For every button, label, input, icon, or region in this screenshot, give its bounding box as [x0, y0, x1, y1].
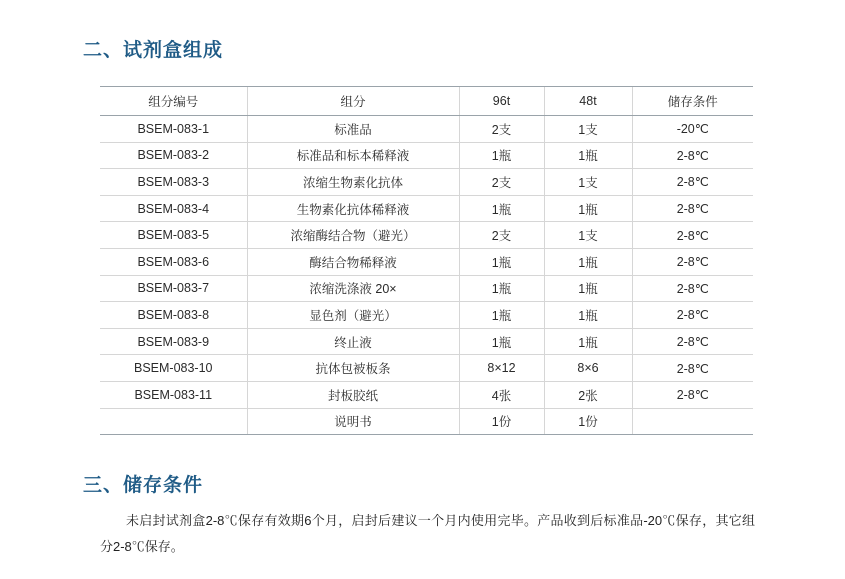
kit-composition-table-wrapper — [100, 86, 753, 435]
table-row — [100, 302, 753, 329]
kit-composition-table — [100, 86, 753, 435]
cell-component-id: BSEM-083-9 — [100, 328, 247, 355]
cell-component: 标准品 — [247, 116, 459, 143]
cell-storage: 2-8℃ — [632, 169, 753, 196]
table-row — [100, 328, 753, 355]
cell-component-id: BSEM-083-10 — [100, 355, 247, 382]
cell-component-id: BSEM-083-1 — [100, 116, 247, 143]
table-row — [100, 222, 753, 249]
cell-component-id: BSEM-083-4 — [100, 195, 247, 222]
cell-96t: 1份 — [459, 408, 544, 435]
cell-storage: 2-8℃ — [632, 355, 753, 382]
cell-96t: 1瓶 — [459, 248, 544, 275]
cell-48t: 1支 — [544, 169, 632, 196]
table-row — [100, 381, 753, 408]
cell-48t: 1瓶 — [544, 142, 632, 169]
cell-48t: 1瓶 — [544, 195, 632, 222]
cell-component: 酶结合物稀释液 — [247, 248, 459, 275]
cell-component-id: BSEM-083-3 — [100, 169, 247, 196]
table-row — [100, 116, 753, 143]
storage-conditions-paragraph: 未启封试剂盒2-8℃保存有效期6个月，启封后建议一个月内使用完毕。产品收到后标准品-20℃保存，其它组分2-8℃保存。 — [100, 513, 755, 554]
cell-96t: 1瓶 — [459, 275, 544, 302]
cell-96t: 2支 — [459, 116, 544, 143]
section-heading-storage-conditions: 三、储存条件 — [83, 475, 204, 496]
cell-storage: 2-8℃ — [632, 195, 753, 222]
cell-component: 终止液 — [247, 328, 459, 355]
table-row — [100, 275, 753, 302]
cell-storage: 2-8℃ — [632, 142, 753, 169]
cell-component-id: BSEM-083-11 — [100, 381, 247, 408]
table-header-row — [100, 87, 753, 116]
table-body — [100, 116, 753, 435]
cell-48t: 1份 — [544, 408, 632, 435]
cell-96t: 1瓶 — [459, 302, 544, 329]
cell-96t: 2支 — [459, 222, 544, 249]
cell-96t: 1瓶 — [459, 142, 544, 169]
column-header-storage: 储存条件 — [632, 87, 753, 116]
cell-96t: 1瓶 — [459, 328, 544, 355]
column-header-48t: 48t — [544, 87, 632, 116]
cell-component: 浓缩生物素化抗体 — [247, 169, 459, 196]
cell-96t: 2支 — [459, 169, 544, 196]
column-header-component: 组分 — [247, 87, 459, 116]
cell-component-id: BSEM-083-7 — [100, 275, 247, 302]
cell-96t: 8×12 — [459, 355, 544, 382]
table-row — [100, 408, 753, 435]
column-header-component-id: 组分编号 — [100, 87, 247, 116]
cell-48t: 1支 — [544, 116, 632, 143]
cell-48t: 1瓶 — [544, 328, 632, 355]
cell-storage — [632, 408, 753, 435]
cell-storage: 2-8℃ — [632, 381, 753, 408]
cell-48t: 1瓶 — [544, 302, 632, 329]
cell-component: 生物素化抗体稀释液 — [247, 195, 459, 222]
cell-component: 抗体包被板条 — [247, 355, 459, 382]
section-heading-kit-composition: 二、试剂盒组成 — [83, 40, 224, 61]
cell-48t: 8×6 — [544, 355, 632, 382]
cell-component-id — [100, 408, 247, 435]
cell-storage: 2-8℃ — [632, 222, 753, 249]
cell-48t: 2张 — [544, 381, 632, 408]
cell-component-id: BSEM-083-2 — [100, 142, 247, 169]
cell-component-id: BSEM-083-5 — [100, 222, 247, 249]
cell-48t: 1瓶 — [544, 248, 632, 275]
table-row — [100, 142, 753, 169]
cell-component-id: BSEM-083-6 — [100, 248, 247, 275]
cell-component: 显色剂（避光） — [247, 302, 459, 329]
cell-component: 浓缩酶结合物（避光） — [247, 222, 459, 249]
cell-component: 封板胶纸 — [247, 381, 459, 408]
table-header — [100, 87, 753, 116]
cell-storage: 2-8℃ — [632, 302, 753, 329]
cell-storage: 2-8℃ — [632, 275, 753, 302]
cell-storage: -20℃ — [632, 116, 753, 143]
table-row — [100, 355, 753, 382]
cell-component-id: BSEM-083-8 — [100, 302, 247, 329]
column-header-96t: 96t — [459, 87, 544, 116]
cell-96t: 4张 — [459, 381, 544, 408]
cell-component: 说明书 — [247, 408, 459, 435]
cell-48t: 1瓶 — [544, 275, 632, 302]
cell-component: 标准品和标本稀释液 — [247, 142, 459, 169]
cell-storage: 2-8℃ — [632, 328, 753, 355]
cell-component: 浓缩洗涤液 20× — [247, 275, 459, 302]
cell-storage: 2-8℃ — [632, 248, 753, 275]
cell-96t: 1瓶 — [459, 195, 544, 222]
table-row — [100, 169, 753, 196]
table-row — [100, 195, 753, 222]
cell-48t: 1支 — [544, 222, 632, 249]
table-row — [100, 248, 753, 275]
